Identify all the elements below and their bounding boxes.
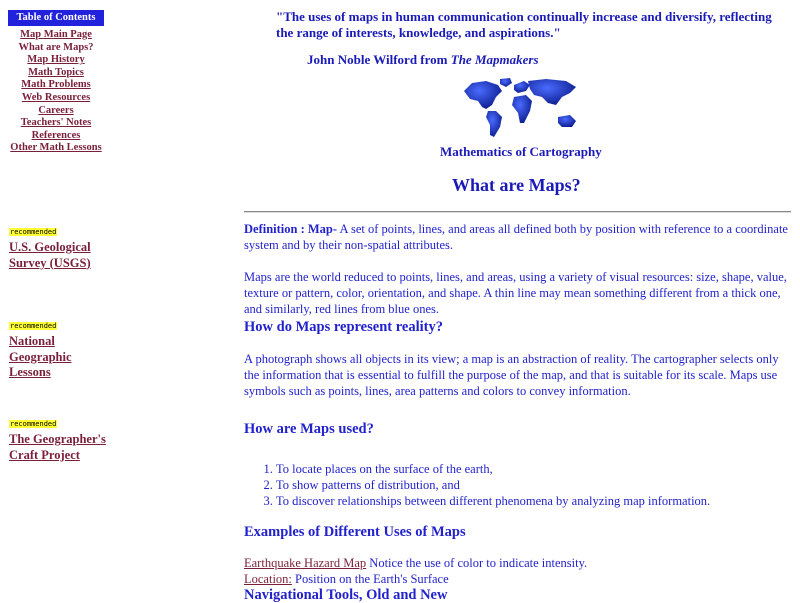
toc-link-map-main-page[interactable]: Map Main Page — [20, 29, 92, 40]
example-earthquake — [244, 555, 794, 571]
toc-link-careers[interactable]: Careers — [38, 104, 74, 116]
toc-link-teachers-notes[interactable]: Teachers' Notes — [20, 117, 92, 129]
toc-link-references[interactable]: References — [31, 129, 81, 141]
header-quote — [276, 9, 776, 41]
definition-label: Definition : Map- — [244, 222, 338, 236]
natgeo-link-line1: National — [9, 334, 55, 348]
reality-paragraph: A photograph shows all objects in its view; a map is an abstraction of reality. The cartographer selects only the information that is essential to fulfill the purpose of the map, and that is suitable for its scale. Maps use symbols such as points, lines, area patterns and colors to convey information. — [244, 352, 779, 398]
toc-link-web-resources[interactable]: Web Resources — [21, 91, 91, 103]
example-earthquake-text: Notice the use of color to indicate intensity. — [366, 556, 588, 570]
usgs-link[interactable] — [9, 240, 91, 271]
uses-list — [244, 461, 794, 509]
page-title: What are Maps? — [452, 175, 581, 195]
toc-link-math-problems[interactable]: Math Problems — [21, 79, 91, 91]
heading-navigational-tools: Navigational Tools, Old and New — [244, 587, 448, 603]
natgeo-link-line3: Lessons — [9, 365, 51, 379]
toc-link-other-math-lessons[interactable]: Other Math Lessons — [10, 142, 102, 154]
main-content — [244, 221, 794, 603]
world-map-icon — [462, 77, 580, 141]
geographers-craft-link[interactable] — [9, 432, 106, 463]
example-location-text: Position on the Earth's Surface — [291, 572, 449, 586]
definition-text: A set of points, lines, and areas all defined both by position with reference to a coordinate system and by their non-spatial attributes. — [244, 222, 788, 252]
toc-link-map-history[interactable]: Map History — [27, 54, 85, 66]
quote-source: The Mapmakers — [450, 52, 539, 67]
recommended-national-geographic — [9, 315, 72, 381]
craft-link-line1: The Geographer's — [9, 432, 106, 446]
example-location — [244, 571, 794, 587]
heading-examples: Examples of Different Uses of Maps — [244, 524, 466, 540]
usgs-link-line2: Survey (USGS) — [9, 255, 91, 270]
toc-heading: Table of Contents — [8, 10, 104, 26]
heading-maps-used: How are Maps used? — [244, 421, 374, 437]
heading-represent-reality: How do Maps represent reality? — [244, 319, 443, 335]
usgs-link-line1: U.S. Geological — [9, 240, 91, 254]
definition-paragraph — [244, 221, 794, 253]
divider — [244, 211, 791, 213]
list-item: 3. To discover relationships between different phenomena by analyzing map information. — [276, 493, 794, 509]
location-link[interactable]: Location: — [244, 572, 292, 586]
quote-line1: "The uses of maps in human communication continually increase and diversify, reflecting — [276, 9, 772, 24]
recommended-geographers-craft — [9, 413, 106, 463]
natgeo-link-line2: Geographic — [9, 349, 72, 364]
toc-link-math-topics[interactable]: Math Topics — [28, 66, 84, 78]
list-item: 1. To locate places on the surface of the earth, — [276, 461, 794, 477]
recommended-badge: recommended — [10, 420, 57, 428]
quote-attribution — [307, 52, 539, 68]
list-item: 2. To show patterns of distribution, and — [276, 477, 794, 493]
table-of-contents — [8, 10, 104, 155]
page-subtitle: Mathematics of Cartography — [440, 144, 602, 159]
toc-link-what-are-maps[interactable]: What are Maps? — [18, 41, 94, 53]
national-geographic-link[interactable] — [9, 334, 72, 381]
quote-line2: the range of interests, knowledge, and aspirations." — [276, 25, 561, 40]
quote-author: John Noble Wilford from — [307, 52, 451, 67]
maps-description: Maps are the world reduced to points, lines, and areas, using a variety of visual resources: size, shape, value, texture or pattern, color, orientation, and shape. A thin line may mean something different from a thick one, and similarly, red lines from blue ones. — [244, 270, 787, 316]
recommended-badge: recommended — [10, 228, 57, 236]
recommended-usgs — [9, 221, 91, 271]
recommended-badge: recommended — [10, 322, 57, 330]
craft-link-line2: Craft Project — [9, 447, 80, 462]
earthquake-hazard-map-link[interactable]: Earthquake Hazard Map — [244, 556, 367, 570]
